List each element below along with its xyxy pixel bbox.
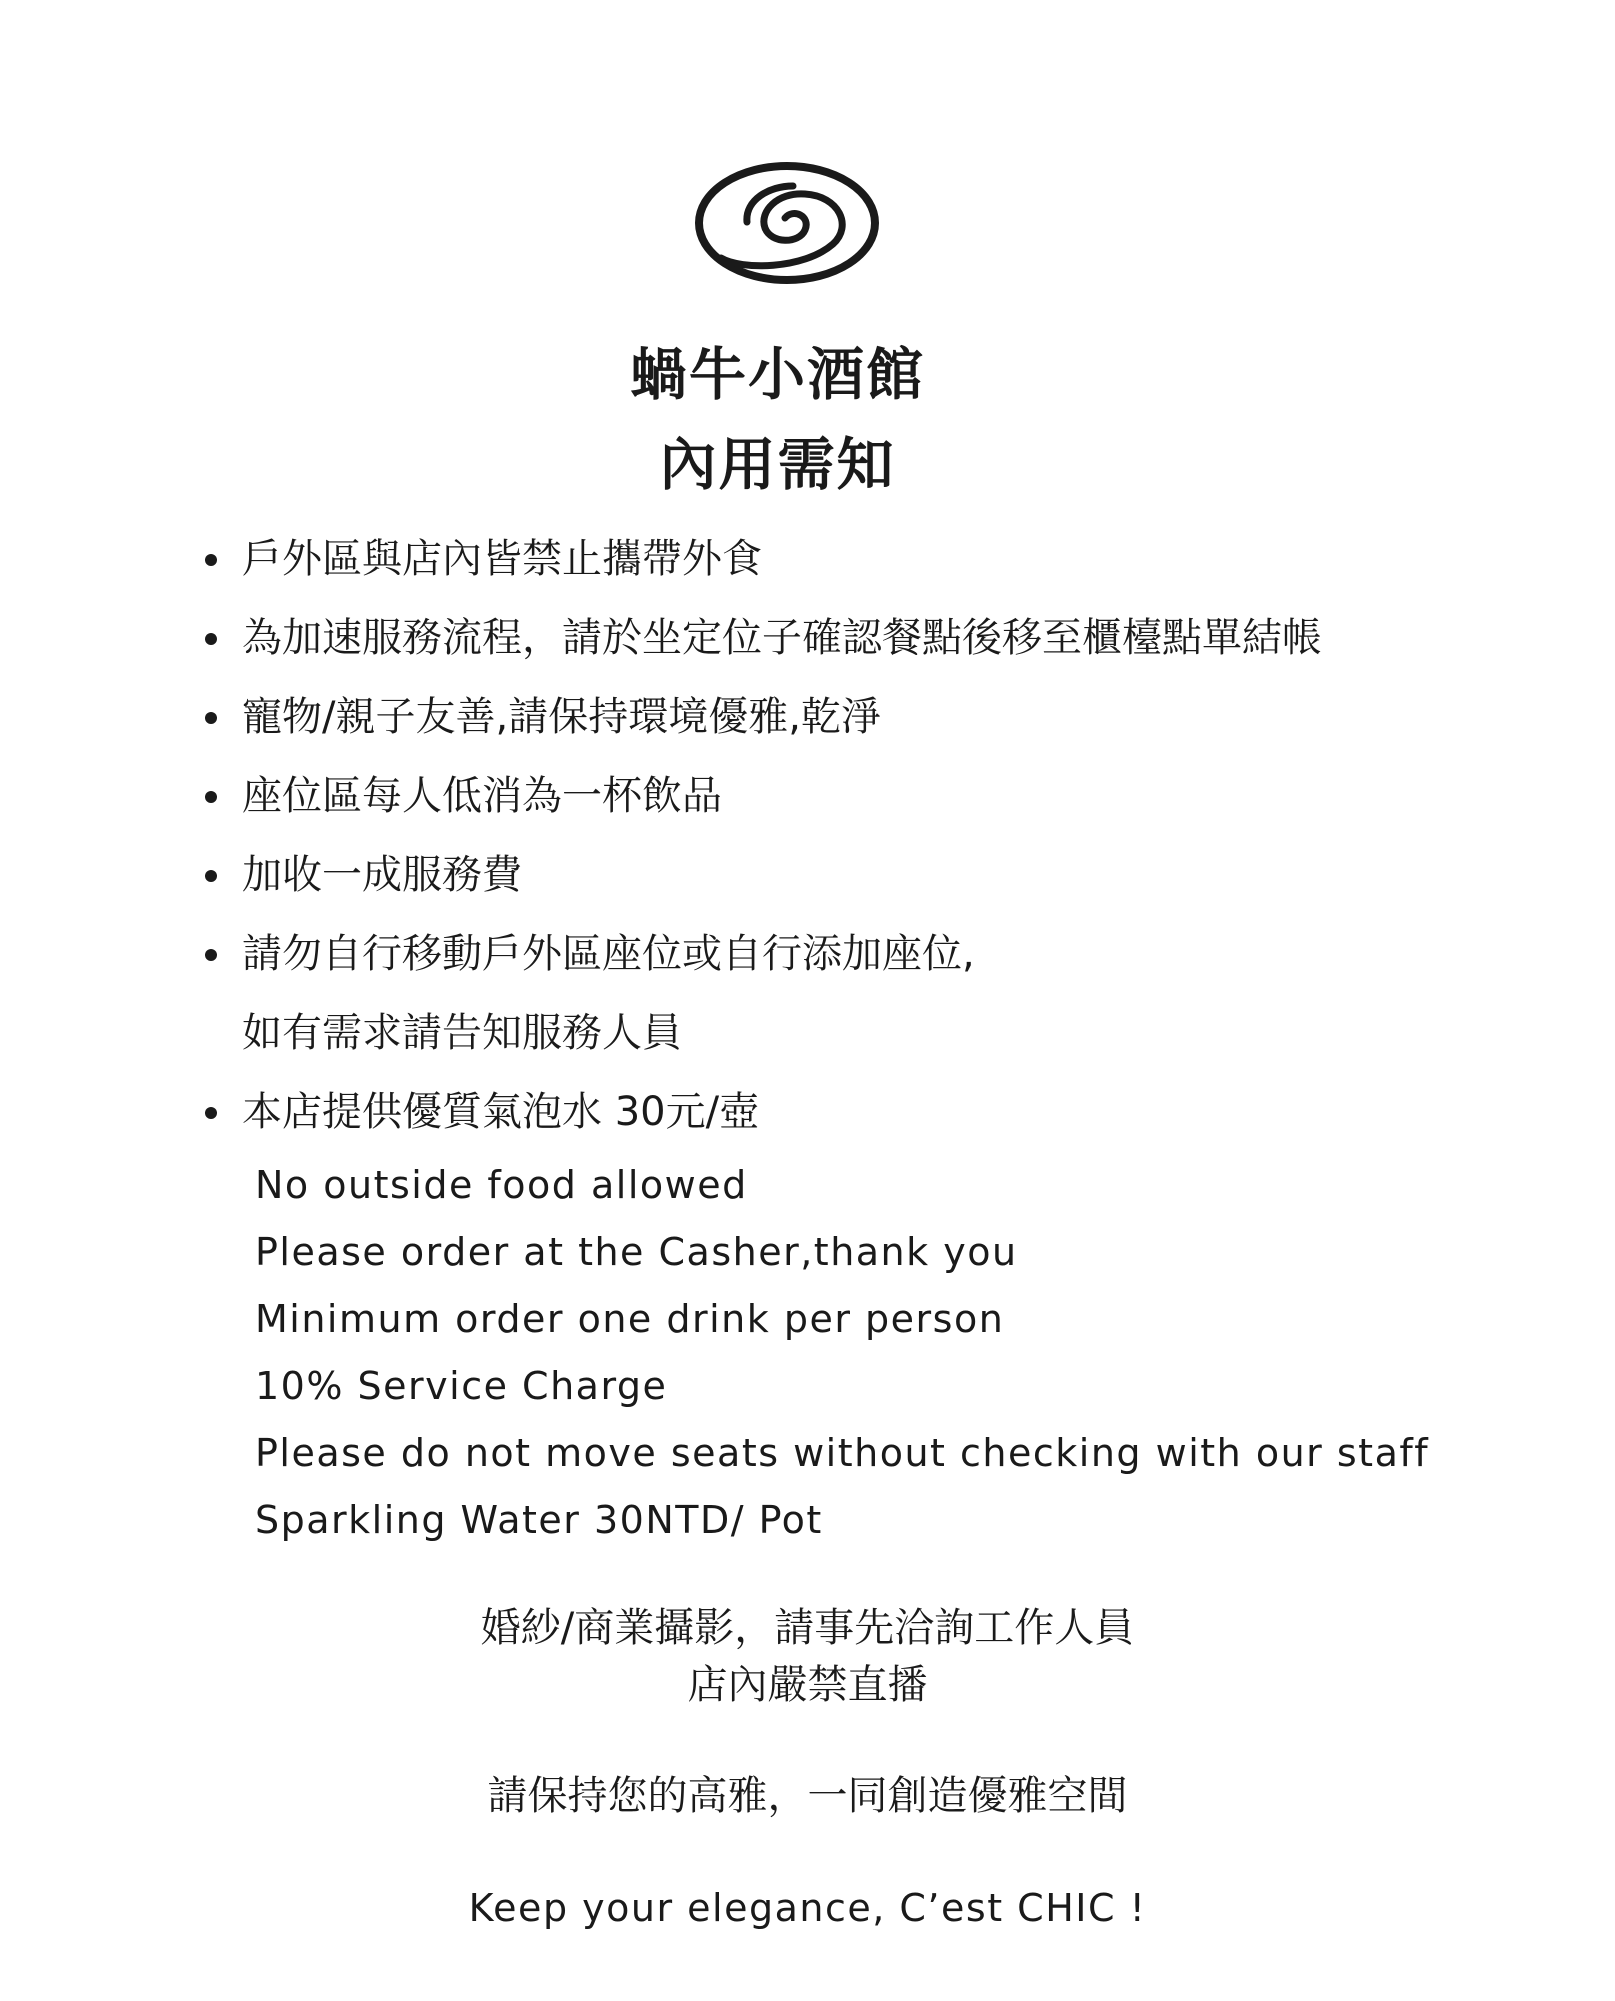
- bullet-dot: [205, 1107, 217, 1119]
- dining-rules-list: [200, 520, 1322, 1152]
- rule-item-no-outside-food: [200, 520, 1322, 599]
- bullet-dot: [205, 870, 217, 882]
- english-rule-line: Please do not move seats without checking with our staff: [255, 1431, 1430, 1475]
- english-rule-line: Please order at the Casher,thank you: [255, 1230, 1018, 1274]
- rule-text: 本店提供優質氣泡水 30元/壺: [242, 1089, 760, 1135]
- rule-item-do-not-move-seats: [200, 915, 1322, 1073]
- rule-item-order-at-counter: [200, 599, 1322, 678]
- rule-text: 座位區每人低消為一杯飲品: [242, 773, 722, 819]
- english-rule-line: Minimum order one drink per person: [255, 1297, 1005, 1341]
- english-rule-line: 10% Service Charge: [255, 1364, 668, 1408]
- rule-text: 加收一成服務費: [242, 852, 522, 898]
- rule-text: 寵物/親子友善,請保持環境優雅,乾淨: [242, 694, 881, 740]
- notice-title: 內用需知: [659, 432, 896, 498]
- restaurant-name: 蝸牛小酒館: [630, 342, 925, 408]
- rule-text: 請勿自行移動戶外區座位或自行添加座位,: [242, 931, 975, 977]
- no-livestream-note: 店內嚴禁直播: [687, 1662, 928, 1708]
- english-rule-line: No outside food allowed: [255, 1163, 748, 1207]
- english-rules: [255, 1152, 1429, 1554]
- bullet-dot: [205, 633, 217, 645]
- bullet-dot: [205, 712, 217, 724]
- bullet-dot: [205, 791, 217, 803]
- elegance-note-zh: 請保持您的高雅，一同創造優雅空間: [487, 1773, 1128, 1819]
- bullet-dot: [205, 554, 217, 566]
- english-rule-line: Sparkling Water 30NTD/ Pot: [255, 1498, 823, 1542]
- rule-text: 為加速服務流程，請於坐定位子確認餐點後移至櫃檯點單結帳: [242, 615, 1322, 661]
- snail-spiral-logo-icon: [693, 160, 881, 286]
- bullet-dot: [205, 949, 217, 961]
- rule-item-pet-friendly: [200, 678, 1322, 757]
- photography-note: 婚紗/商業攝影，請事先洽詢工作人員: [480, 1605, 1135, 1651]
- elegance-note-en: Keep your elegance, C’est CHIC !: [468, 1886, 1147, 1930]
- rule-item-sparkling-water: [200, 1073, 1322, 1152]
- rule-item-minimum-order: [200, 757, 1322, 836]
- rule-text-continuation: 如有需求請告知服務人員: [242, 1010, 682, 1056]
- rule-text: 戶外區與店內皆禁止攜帶外食: [242, 536, 762, 582]
- rule-item-service-charge: [200, 836, 1322, 915]
